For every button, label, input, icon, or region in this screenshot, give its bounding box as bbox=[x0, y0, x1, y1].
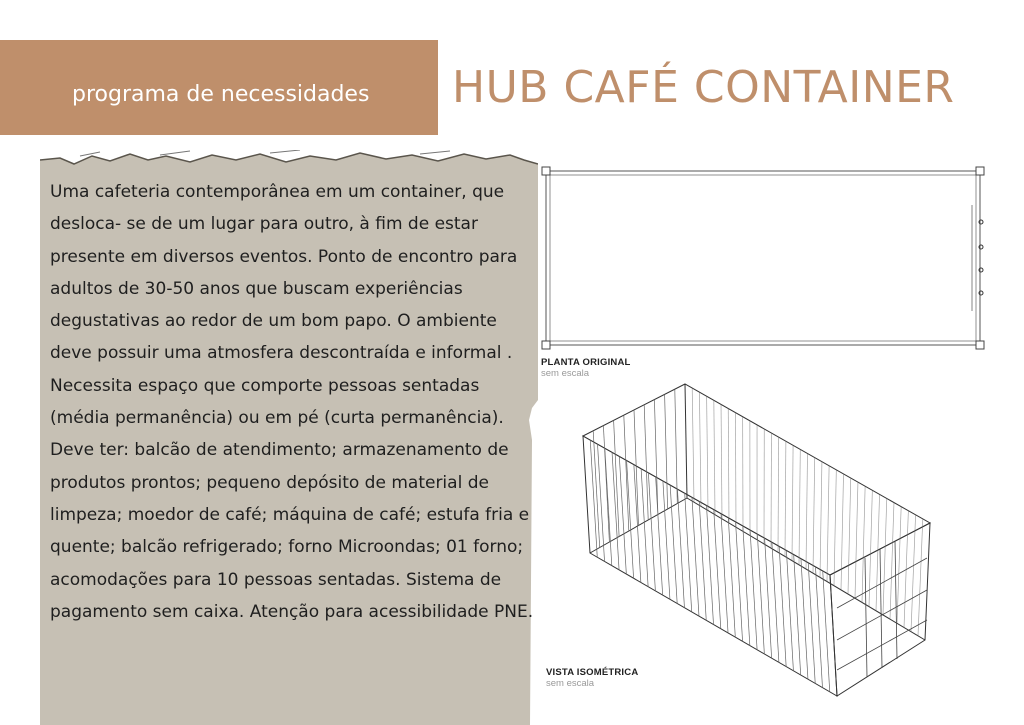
isometric-caption-note: sem escala bbox=[546, 678, 595, 689]
plan-caption-title: PLANTA ORIGINAL bbox=[541, 357, 631, 368]
container-isometric-drawing bbox=[575, 378, 945, 700]
isometric-caption-title: VISTA ISOMÉTRICA bbox=[546, 667, 639, 678]
description-text bbox=[50, 176, 540, 628]
container-plan-drawing bbox=[540, 165, 990, 353]
description-paragraph-2: Necessita espaço que comporte pessoas sentadas (média permanência) ou em pé (curta permanência). Deve ter: balcão de atendimento; armazenamento de produtos prontos; pequeno depósito de material de limpeza; moedor de café; máquina de café; estufa fria e quente; balcão refrigerado; forno Microondas; 01 forno; acomodações para 10 pessoas sentadas. Sistema de pagamento sem caixa. Atenção para acessibilidade PNE. bbox=[50, 375, 534, 622]
page-subtitle: programa de necessidades bbox=[72, 82, 370, 107]
plan-caption-note: sem escala bbox=[541, 368, 590, 379]
page-title: HUB CAFÉ CONTAINER bbox=[452, 62, 955, 113]
description-paragraph-1: Uma cafeteria contemporânea em um container, que desloca- se de um lugar para outro, à fim de estar presente em diversos eventos. Ponto de encontro para adultos de 30-50 anos que buscam experiências degustativas ao redor de um bom papo. O ambiente deve possuir uma atmosfera descontraída e informal . bbox=[50, 182, 518, 364]
